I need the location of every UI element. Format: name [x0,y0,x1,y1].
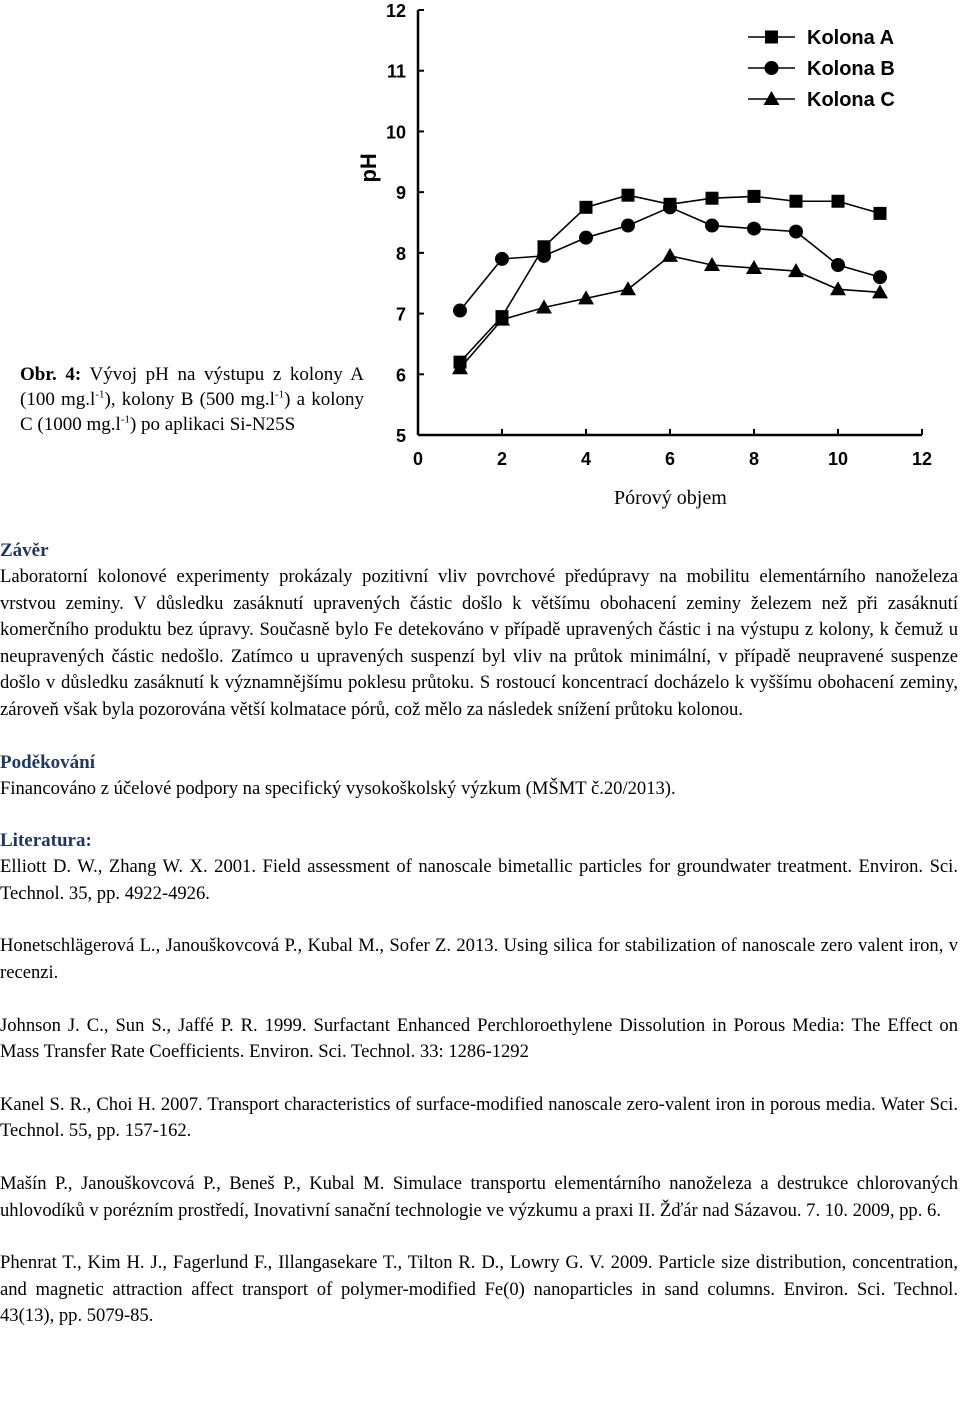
text-body [0,538,958,1356]
kolona-c-line [460,256,880,368]
kolona-b-point [663,200,677,214]
acknowledgement-text: Financováno z účelové podpory na specifický vysokoškolský výzkum (MŠMT č.20/2013). [0,777,676,799]
caption-sup: -1 [95,388,105,401]
caption-sup: -1 [274,388,285,401]
kolona-b-point [495,252,509,266]
x-tick-label: 2 [496,449,508,469]
caption-text: Vývoj pH na výstupu z kolony A (100 mg.l [20,364,364,410]
kolona-a-point [748,190,761,203]
kolona-a-line [460,195,880,362]
reference-item: Kanel S. R., Choi H. 2007. Transport characteristics of surface-modified nanoscale zero-valent iron in porous media. Water Sci. Technol. 55, pp. 157-162. [0,1093,958,1142]
kolona-b-point [579,231,593,245]
conclusion-heading: Závěr [0,540,49,561]
chart-y-axis-title: pH [356,153,381,183]
reference-item: Elliott D. W., Zhang W. X. 2001. Field assessment of nanoscale bimetallic particles for groundwater treatment. Environ. Sci. Technol. 35, pp. 4922-4926. [0,856,958,904]
legend-marker-kolona-a [765,31,778,44]
acknowledgement-section [0,750,958,803]
x-tick-label: 8 [748,449,760,469]
conclusion-text: Laboratorní kolonové experimenty prokázaly pozitivní vliv povrchové předúpravy na mobilitu elementárního nanoželeza vrstvou zeminy. V důsledku zasáknutí upravených částic došlo k většímu obohacení zeminy železem než při zasáknutí komerčního produktu bez úpravy. Současně bylo Fe detekováno v případě upravených částic i na výstupu z kolony, k čemuž u neupravených částic nedošlo. Zatímco u upravených suspenzí byl vliv na průtok minimální, v případě neupravené suspenze došlo v důsledku zasáknutí k významnějšímu poklesu průtoku. S rostoucí koncentrací docházelo k vyššímu obohacení zeminy, zároveň však byla pozorována větší kolmatace pórů, což mělo za následek snížení průtoku kolonou. [0,566,958,720]
kolona-b-point [537,249,551,263]
kolona-b-point [831,258,845,272]
legend-label-kolona-a: Kolona A [807,27,895,49]
kolona-c-point [830,281,846,295]
y-tick-label: 10 [385,122,406,143]
figure-caption [20,362,364,437]
y-tick-label: 12 [385,1,406,21]
legend-label-kolona-c: Kolona C [807,89,895,111]
caption-text: ) po aplikaci Si-N25S [129,414,296,435]
kolona-a-point [622,189,635,202]
reference-item: Honetschlägerová L., Janouškovcová P., Kubal M., Sofer Z. 2013. Using silica for stabilization of nanoscale zero valent iron, v recenzi. [0,935,958,983]
caption-label: Obr. 4: [20,364,82,385]
legend-marker-kolona-b [765,61,779,75]
x-tick-label: 12 [911,449,933,469]
caption-text: ), kolony B (500 mg.l [104,389,275,410]
legend-marker-kolona-c [764,91,780,105]
kolona-b-point [705,219,719,233]
kolona-a-point [580,201,593,214]
kolona-b-point [621,219,635,233]
conclusion-section [0,538,958,724]
kolona-c-point [620,281,636,295]
kolona-a-point [790,195,803,208]
kolona-c-point [662,248,678,262]
x-tick-label: 6 [664,449,676,469]
kolona-b-point [789,225,803,239]
y-tick-label: 11 [386,61,406,82]
reference-item: Mašín P., Janouškovcová P., Beneš P., Kubal M. Simulace transportu elementárního nanoželeza a destrukce chlorovaných uhlovodíků v porézním prostředí, Inovativní sanační technologie ve výzkumu a praxi II. Žďár nad Sázavou. 7. 10. 2009, pp. 6. [0,1172,958,1221]
references-section [0,828,958,1330]
kolona-b-point [453,304,467,318]
y-tick-label: 5 [395,426,406,446]
x-tick-label: 4 [580,449,592,469]
x-tick-label: 10 [827,449,849,469]
y-tick-label: 8 [395,243,406,264]
y-tick-label: 9 [395,183,406,204]
y-tick-label: 7 [395,304,406,325]
references-heading: Literatura: [0,830,92,852]
x-tick-label: 0 [412,449,424,469]
chart-x-axis-title: Pórový objem [614,487,727,509]
kolona-a-point [706,192,719,205]
kolona-b-point [873,270,887,284]
kolona-b-point [747,222,761,236]
caption-text: ) a kolony C (1000 mg.l [20,389,364,435]
reference-item: Johnson J. C., Sun S., Jaffé P. R. 1999. Surfactant Enhanced Perchloroethylene Dissolution in Porous Media: The Effect on Mass Transfer Rate Coefficients. Environ. Sci. Technol. 33: 1286-1292 [0,1014,958,1063]
reference-item: Phenrat T., Kim H. J., Fagerlund F., Illangasekare T., Tilton R. D., Lowry G. V. 2009. Particle size distribution, concentration, and magnetic attraction affect transport of polymer-modified Fe(0) nanoparticles in sand columns. Environ. Sci. Technol. 43(13), pp. 5079-85. [0,1252,958,1327]
ph-chart [340,0,960,480]
kolona-a-point [874,207,887,220]
y-tick-label: 6 [395,365,406,386]
kolona-a-point [832,195,845,208]
caption-sup: -1 [120,413,130,426]
legend-label-kolona-b: Kolona B [807,58,895,80]
acknowledgement-heading: Poděkování [0,751,96,773]
